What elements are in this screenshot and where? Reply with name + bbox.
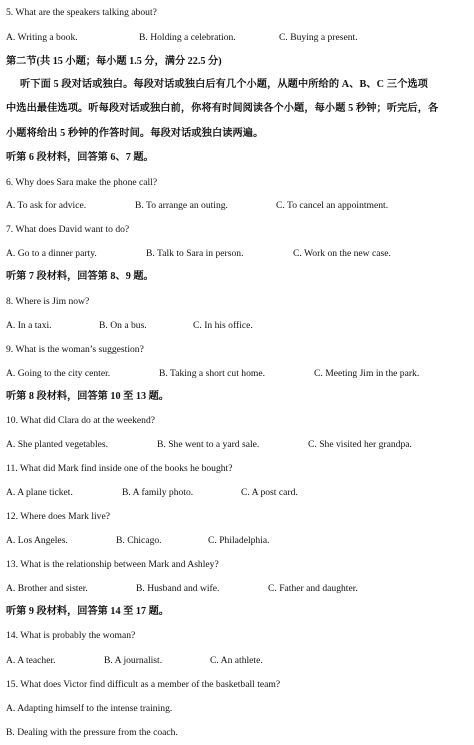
- q7-option-c: C. Work on the new case.: [293, 248, 391, 259]
- question-13-stem: 13. What is the relationship between Mark and Ashley?: [6, 559, 219, 570]
- q13-option-b: B. Husband and wife.: [136, 583, 220, 594]
- q11-option-a: A. A plane ticket.: [6, 487, 73, 498]
- q8-option-b: B. On a bus.: [99, 320, 147, 331]
- q9-option-b: B. Taking a short cut home.: [159, 368, 265, 379]
- q5-option-b: B. Holding a celebration.: [139, 32, 236, 43]
- q15-option-a: A. Adapting himself to the intense training.: [6, 703, 173, 714]
- q11-option-b: B. A family photo.: [122, 487, 194, 498]
- material-6-header: 听第 6 段材料，回答第 6、7 题。: [6, 152, 154, 163]
- question-8-stem: 8. Where is Jim now?: [6, 296, 90, 307]
- q9-option-c: C. Meeting Jim in the park.: [314, 368, 420, 379]
- q8-option-c: C. In his office.: [193, 320, 253, 331]
- section-2-instruction-line-1: 听下面 5 段对话或独白。每段对话或独白后有几个小题，从题中所给的 A、B、C 三个选项: [20, 79, 428, 90]
- question-14-stem: 14. What is probably the woman?: [6, 630, 136, 641]
- question-6-stem: 6. Why does Sara make the phone call?: [6, 177, 158, 188]
- q5-option-c: C. Buying a present.: [279, 32, 358, 43]
- q14-option-a: A. A teacher.: [6, 655, 56, 666]
- q10-option-b: B. She went to a yard sale.: [157, 439, 260, 450]
- question-7-stem: 7. What does David want to do?: [6, 224, 130, 235]
- question-9-stem: 9. What is the woman’s suggestion?: [6, 344, 144, 355]
- q10-option-a: A. She planted vegetables.: [6, 439, 109, 450]
- q10-option-c: C. She visited her grandpa.: [308, 439, 412, 450]
- q14-option-c: C. An athlete.: [210, 655, 263, 666]
- material-7-header: 听第 7 段材料，回答第 8、9 题。: [6, 271, 154, 282]
- section-2-instruction-line-2: 中选出最佳选项。听每段对话或独白前，你将有时间阅读各个小题，每小题 5 秒钟；听完后，各: [6, 103, 439, 114]
- question-10-stem: 10. What did Clara do at the weekend?: [6, 415, 156, 426]
- q9-option-a: A. Going to the city center.: [6, 368, 111, 379]
- q6-option-a: A. To ask for advice.: [6, 200, 87, 211]
- q14-option-b: B. A journalist.: [104, 655, 163, 666]
- section-2-title: 第二节(共 15 小题；每小题 1.5 分，满分 22.5 分): [6, 56, 222, 67]
- question-5-stem: 5. What are the speakers talking about?: [6, 7, 157, 18]
- q7-option-b: B. Talk to Sara in person.: [146, 248, 244, 259]
- section-2-instruction-line-3: 小题将给出 5 秒钟的作答时间。每段对话或独白读两遍。: [6, 128, 264, 139]
- q7-option-a: A. Go to a dinner party.: [6, 248, 97, 259]
- q15-option-b: B. Dealing with the pressure from the coach.: [6, 727, 178, 738]
- material-9-header: 听第 9 段材料，回答第 14 至 17 题。: [6, 606, 169, 617]
- q5-option-a: A. Writing a book.: [6, 32, 78, 43]
- q6-option-c: C. To cancel an appointment.: [276, 200, 389, 211]
- q6-option-b: B. To arrange an outing.: [135, 200, 228, 211]
- question-15-stem: 15. What does Victor find difficult as a member of the basketball team?: [6, 679, 281, 690]
- q12-option-c: C. Philadelphia.: [208, 535, 270, 546]
- question-11-stem: 11. What did Mark find inside one of the books he bought?: [6, 463, 233, 474]
- q13-option-c: C. Father and daughter.: [268, 583, 358, 594]
- q12-option-b: B. Chicago.: [116, 535, 162, 546]
- q13-option-a: A. Brother and sister.: [6, 583, 88, 594]
- material-8-header: 听第 8 段材料，回答第 10 至 13 题。: [6, 391, 169, 402]
- question-12-stem: 12. Where does Mark live?: [6, 511, 110, 522]
- q8-option-a: A. In a taxi.: [6, 320, 52, 331]
- q11-option-c: C. A post card.: [241, 487, 298, 498]
- q12-option-a: A. Los Angeles.: [6, 535, 68, 546]
